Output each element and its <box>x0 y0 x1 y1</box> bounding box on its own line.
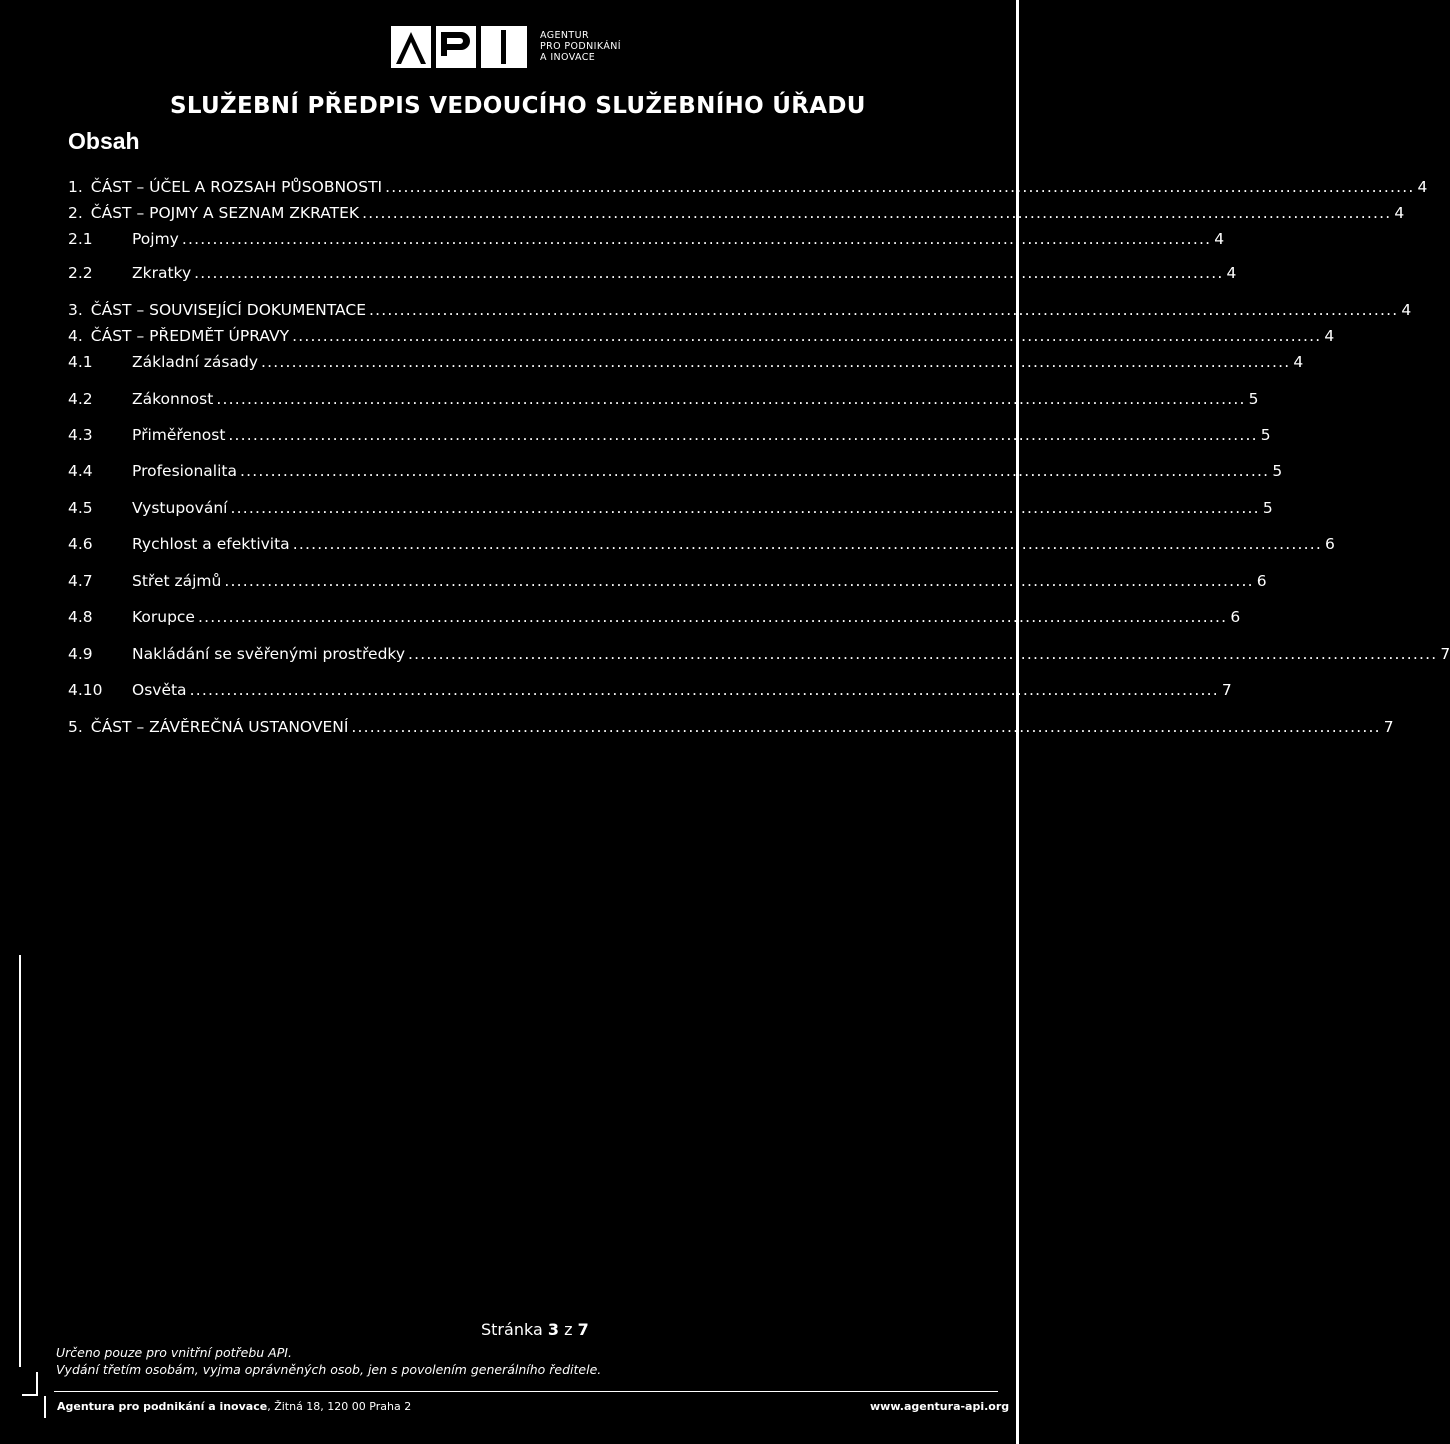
toc-entry-page: 7 <box>1383 718 1394 736</box>
dot-leader: ........................................................................................................................................................................ <box>362 204 1392 222</box>
distribution-note: Vydání třetím osobám, vyjma oprávněných osob, jen s povolením generálního ředitele. <box>56 1362 602 1377</box>
toc-entry-number: 4.2 <box>68 390 93 408</box>
toc-entry[interactable] <box>68 426 1271 448</box>
toc-entry[interactable] <box>68 681 1232 703</box>
page-label: Stránka <box>481 1320 543 1339</box>
toc-entry[interactable] <box>68 499 1273 521</box>
toc-entry[interactable] <box>68 264 1237 286</box>
agency-name <box>540 30 621 63</box>
toc-entry[interactable] <box>68 608 1241 630</box>
toc-entry-title: Zkratky <box>132 264 192 282</box>
toc-entry-page: 6 <box>1230 608 1241 626</box>
toc-entry[interactable] <box>68 353 1304 375</box>
toc-entry-page: 4 <box>1214 230 1225 248</box>
toc-entry-title: Přiměřenost <box>132 426 226 444</box>
agency-line: A INOVACE <box>540 52 596 63</box>
toc-entry-page: 4 <box>1401 301 1412 319</box>
toc-entry-title: ČÁST – POJMY A SEZNAM ZKRATEK <box>90 204 360 222</box>
toc-entry-number: 4.3 <box>68 426 93 444</box>
internal-use-note: Určeno pouze pro vnitřní potřebu API. <box>56 1345 292 1360</box>
toc-entry-title: ČÁST – ZÁVĚREČNÁ USTANOVENÍ <box>90 718 349 736</box>
dot-leader: ........................................................................................................................................................................ <box>239 462 1270 480</box>
toc-entry[interactable] <box>68 178 1428 200</box>
dot-leader: ........................................................................................................................................................................ <box>181 230 1212 248</box>
toc-entry-title: Zákonnost <box>132 390 214 408</box>
toc-entry-title: ČÁST – SOUVISEJÍCÍ DOKUMENTACE <box>90 301 366 319</box>
toc-entry-title: Osvěta <box>132 681 187 699</box>
footer-address <box>57 1400 411 1413</box>
toc-entry-title: ČÁST – ÚČEL A ROZSAH PŮSOBNOSTI <box>90 178 383 196</box>
dot-leader: ........................................................................................................................................................................ <box>228 426 1258 444</box>
dot-leader: ........................................................................................................................................................................ <box>385 178 1415 196</box>
toc-entry-title: Rychlost a efektivita <box>132 535 290 553</box>
footer-divider <box>54 1391 998 1392</box>
footer-corner-mark <box>22 1372 38 1396</box>
toc-entry-number: 3. <box>68 301 83 319</box>
toc-entry-number: 4.4 <box>68 462 93 480</box>
toc-entry-page: 5 <box>1262 499 1273 517</box>
dot-leader: ........................................................................................................................................................................ <box>216 390 1246 408</box>
toc-entry-number: 4.7 <box>68 572 93 590</box>
toc-entry-page: 4 <box>1417 178 1428 196</box>
page-current: 3 <box>547 1320 559 1339</box>
dot-leader: ........................................................................................................................................................................ <box>194 264 1224 282</box>
toc-entry-page: 7 <box>1221 681 1232 699</box>
toc-entry-title: Základní zásady <box>132 353 259 371</box>
toc-entry-page: 7 <box>1440 645 1450 663</box>
toc-entry-title: Korupce <box>132 608 195 626</box>
dot-leader: ........................................................................................................................................................................ <box>261 353 1291 371</box>
toc-entry-page: 6 <box>1325 535 1335 553</box>
dot-leader: ........................................................................................................................................................................ <box>408 645 1438 663</box>
toc-heading: Obsah <box>68 128 140 154</box>
toc-entry-number: 2.2 <box>68 264 93 282</box>
toc-entry-title: Nakládání se svěřenými prostředky <box>132 645 405 663</box>
toc-entry-title: Střet zájmů <box>132 572 222 590</box>
toc-entry-number: 4.9 <box>68 645 93 663</box>
toc-entry-title: Pojmy <box>132 230 179 248</box>
toc-entry-title: ČÁST – PŘEDMĚT ÚPRAVY <box>90 327 290 345</box>
toc-entry[interactable] <box>68 204 1405 226</box>
dot-leader: ........................................................................................................................................................................ <box>351 718 1381 736</box>
toc-entry-number: 2. <box>68 204 83 222</box>
agency-line: PRO PODNIKÁNÍ <box>540 41 621 52</box>
dot-leader: ........................................................................................................................................................................ <box>197 608 1228 626</box>
api-logo <box>391 26 527 68</box>
toc-entry-page: 4 <box>1293 353 1304 371</box>
toc-entry-number: 4.10 <box>68 681 103 699</box>
street-address: , Žitná 18, 120 00 Praha 2 <box>267 1400 412 1413</box>
toc-entry-number: 5. <box>68 718 83 736</box>
agency-line: AGENTUR <box>540 30 589 41</box>
toc-entry-number: 4. <box>68 327 83 345</box>
toc-entry[interactable] <box>68 390 1259 412</box>
toc-entry[interactable] <box>68 230 1225 252</box>
organization-name: Agentura pro podnikání a inovace <box>57 1400 268 1413</box>
toc-entry-page: 4 <box>1226 264 1237 282</box>
website-link[interactable]: www.agentura-api.org <box>870 1400 1010 1413</box>
toc-entry-number: 2.1 <box>68 230 93 248</box>
dot-leader: ........................................................................................................................................................................ <box>292 327 1322 345</box>
document-title: SLUŽEBNÍ PŘEDPIS VEDOUCÍHO SLUŽEBNÍHO ÚŘADU <box>170 93 866 119</box>
api-logo-mark <box>391 26 527 68</box>
toc-entry-page: 6 <box>1256 572 1267 590</box>
toc-entry-page: 5 <box>1260 426 1271 444</box>
toc-entry-number: 4.8 <box>68 608 93 626</box>
dot-leader: ........................................................................................................................................................................ <box>230 499 1260 517</box>
toc-entry-number: 4.5 <box>68 499 93 517</box>
toc-entry[interactable] <box>68 462 1283 484</box>
toc-entry-number: 4.6 <box>68 535 93 553</box>
footer-margin-line <box>19 955 21 1367</box>
toc-entry[interactable] <box>68 718 1394 740</box>
dot-leader: ........................................................................................................................................................................ <box>369 301 1399 319</box>
page-total: 7 <box>577 1320 589 1339</box>
toc-entry-page: 5 <box>1272 462 1283 480</box>
toc-entry-title: Profesionalita <box>132 462 237 480</box>
page-separator: z <box>564 1320 573 1339</box>
toc-entry-number: 1. <box>68 178 83 196</box>
toc-entry-number: 4.1 <box>68 353 93 371</box>
toc-entry-page: 4 <box>1394 204 1405 222</box>
toc-entry[interactable] <box>68 301 1412 323</box>
dot-leader: ........................................................................................................................................................................ <box>292 535 1323 553</box>
toc-entry-page: 4 <box>1324 327 1335 345</box>
toc-entry-page: 5 <box>1248 390 1259 408</box>
toc-entry[interactable] <box>68 327 1335 349</box>
toc-entry[interactable] <box>68 645 1450 667</box>
toc-entry[interactable] <box>68 572 1267 594</box>
dot-leader: ........................................................................................................................................................................ <box>224 572 1254 590</box>
page-indicator <box>481 1320 589 1339</box>
toc-entry[interactable] <box>68 535 1335 557</box>
toc-entry-title: Vystupování <box>132 499 228 517</box>
footer-left-bar <box>44 1396 46 1418</box>
dot-leader: ........................................................................................................................................................................ <box>189 681 1219 699</box>
